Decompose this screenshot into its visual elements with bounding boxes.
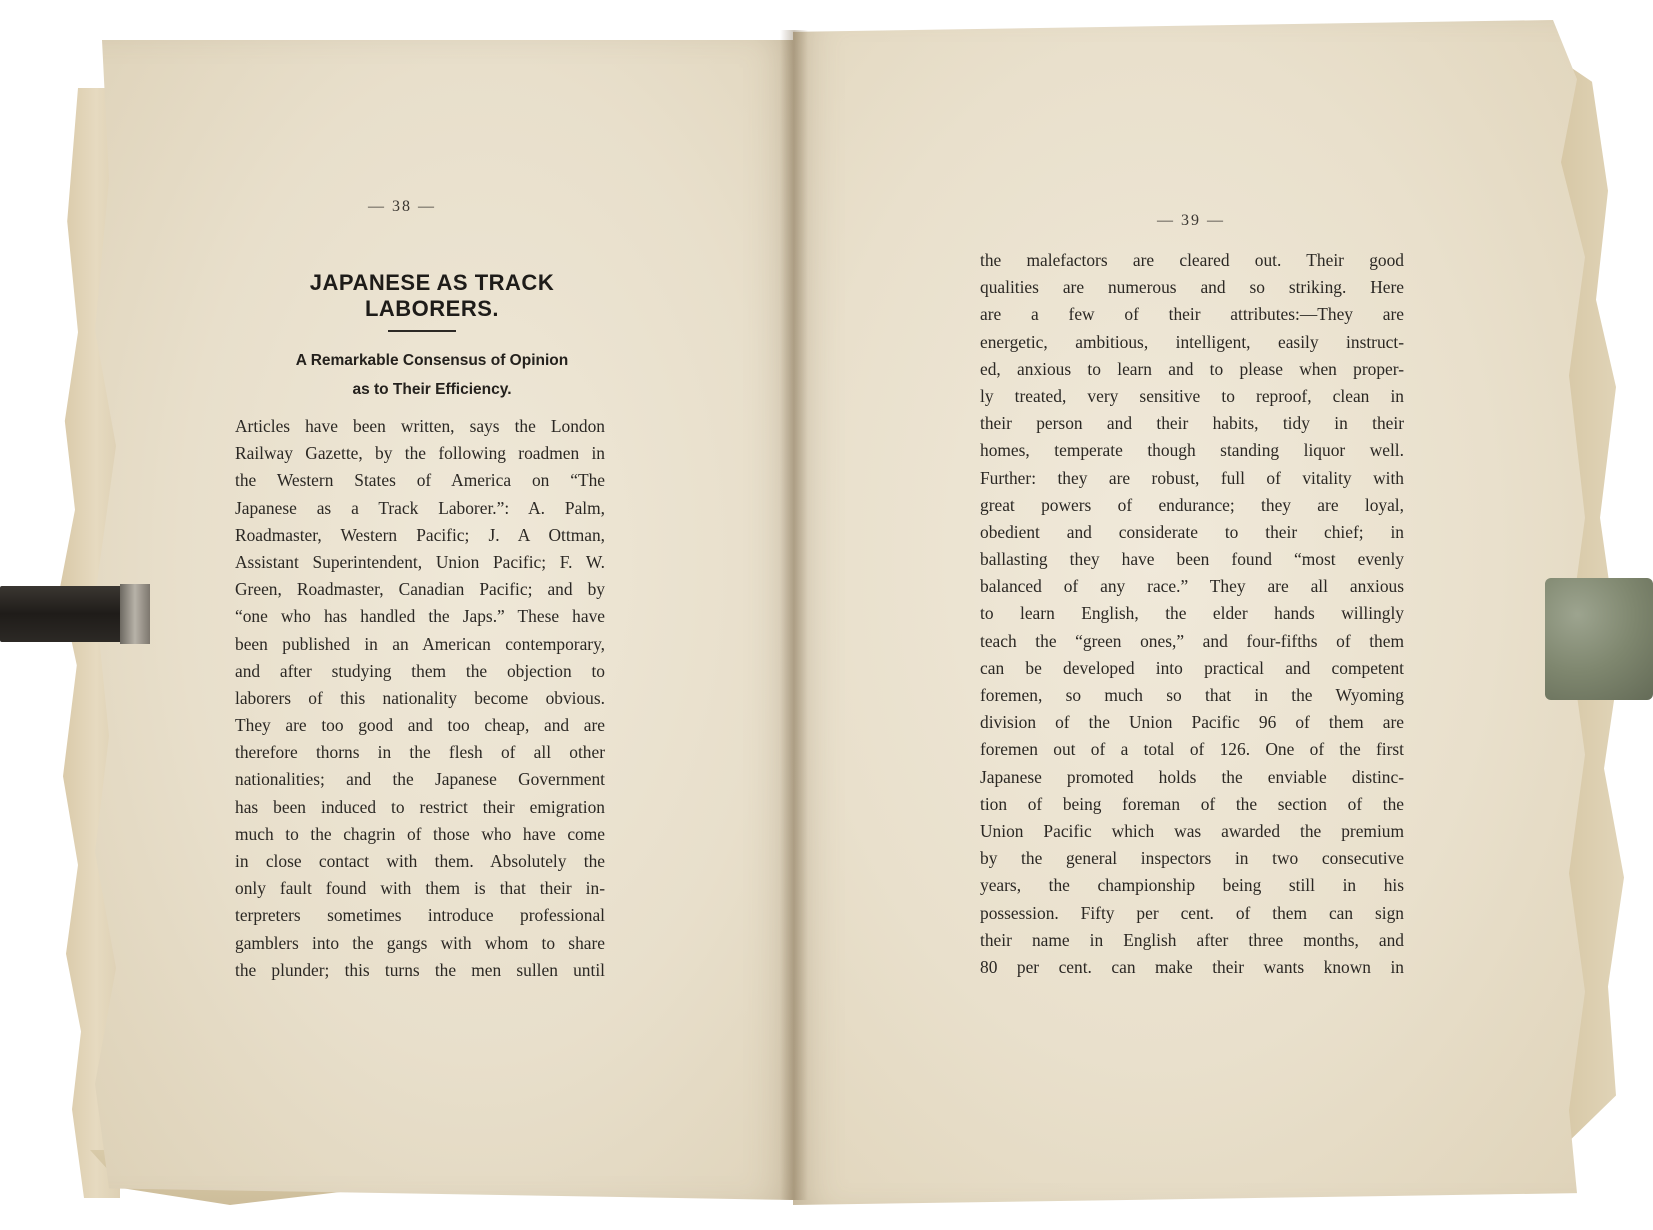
subtitle-line: A Remarkable Consensus of Opinion bbox=[295, 352, 569, 369]
page-number-left: — 38 — bbox=[368, 198, 436, 215]
page-number-right: — 39 — bbox=[1157, 212, 1225, 229]
text-line: much to the chagrin of those who have come bbox=[235, 823, 605, 844]
text-line: tion of being foreman of the section of the bbox=[980, 793, 1404, 814]
text-line: their name in English after three months, and bbox=[980, 929, 1404, 950]
text-line: ballasting they have been found “most evenly bbox=[980, 549, 1404, 570]
text-line: been published in an American contemporary, bbox=[235, 633, 605, 654]
text-line: only fault found with them is that their in- bbox=[235, 878, 605, 899]
subtitle-line: as to Their Efficiency. bbox=[352, 381, 512, 398]
text-line: Japanese as a Track Laborer.”: A. Palm, bbox=[235, 497, 605, 518]
text-line: Japanese promoted holds the enviable distinc- bbox=[980, 766, 1404, 787]
text-line: “one who has handled the Japs.” These have bbox=[235, 606, 605, 627]
text-line: by the general inspectors in two consecutive bbox=[980, 848, 1404, 869]
text-line: nationalities; and the Japanese Government bbox=[235, 769, 605, 790]
text-line: terpreters sometimes introduce professional bbox=[235, 905, 605, 926]
text-line: the malefactors are cleared out. Their good bbox=[980, 250, 1404, 270]
text-line: can be developed into practical and competent bbox=[980, 657, 1404, 678]
text-line: ly treated, very sensitive to reproof, clean in bbox=[980, 385, 1404, 406]
text-line: balanced of any race.” They are all anxious bbox=[980, 576, 1404, 597]
text-line: foremen, so much so that in the Wyoming bbox=[980, 685, 1404, 705]
book-gutter bbox=[780, 30, 808, 1200]
article-subtitle bbox=[262, 346, 602, 404]
text-line: teach the “green ones,” and four-fifths of them bbox=[980, 630, 1404, 651]
text-line: gamblers into the gangs with whom to share bbox=[235, 932, 605, 953]
text-line: division of the Union Pacific 96 of them are bbox=[980, 712, 1404, 733]
title-rule bbox=[388, 330, 456, 332]
text-line: years, the championship being still in his bbox=[980, 875, 1404, 896]
text-line: has been induced to restrict their emigration bbox=[235, 796, 605, 817]
text-line: in close contact with them. Absolutely the bbox=[235, 851, 605, 871]
right-page-weight bbox=[1545, 578, 1653, 700]
text-line: Roadmaster, Western Pacific; J. A Ottman, bbox=[235, 524, 605, 545]
text-line: possession. Fifty per cent. of them can sign bbox=[980, 902, 1404, 923]
text-line: Union Pacific which was awarded the premium bbox=[980, 820, 1404, 841]
text-line: Railway Gazette, by the following roadmen in bbox=[235, 443, 605, 464]
text-line: Articles have been written, says the London bbox=[235, 416, 605, 436]
text-line: Assistant Superintendent, Union Pacific; F. W. bbox=[235, 551, 605, 572]
text-line: foremen out of a total of 126. One of the first bbox=[980, 739, 1404, 760]
text-line: energetic, ambitious, intelligent, easily instruct- bbox=[980, 331, 1404, 352]
text-line: their person and their habits, tidy in their bbox=[980, 413, 1404, 434]
text-line: Further: they are robust, full of vitality with bbox=[980, 467, 1404, 488]
left-page-weight-cap bbox=[120, 584, 150, 644]
text-line: 80 per cent. can make their wants known in bbox=[980, 956, 1404, 977]
text-line: great powers of endurance; they are loyal, bbox=[980, 494, 1404, 515]
text-line: and after studying them the objection to bbox=[235, 660, 605, 681]
text-line: therefore thorns in the flesh of all other bbox=[235, 742, 605, 763]
text-line: to learn English, the elder hands willingly bbox=[980, 603, 1404, 624]
text-line: qualities are numerous and so striking. Here bbox=[980, 277, 1404, 298]
text-line: They are too good and too cheap, and are bbox=[235, 715, 605, 736]
text-line: homes, temperate though standing liquor well. bbox=[980, 440, 1404, 461]
text-line: the plunder; this turns the men sullen until bbox=[235, 959, 605, 980]
text-line: obedient and considerate to their chief; in bbox=[980, 521, 1404, 542]
text-line: the Western States of America on “The bbox=[235, 470, 605, 491]
text-line: are a few of their attributes:—They are bbox=[980, 304, 1404, 325]
left-page-body bbox=[235, 413, 605, 984]
text-line: laborers of this nationality become obvious. bbox=[235, 687, 605, 708]
text-line: Green, Roadmaster, Canadian Pacific; and by bbox=[235, 579, 605, 600]
text-line: ed, anxious to learn and to please when proper- bbox=[980, 358, 1404, 379]
right-page-body bbox=[980, 247, 1404, 981]
article-title: JAPANESE AS TRACK LABORERS. bbox=[309, 270, 555, 321]
